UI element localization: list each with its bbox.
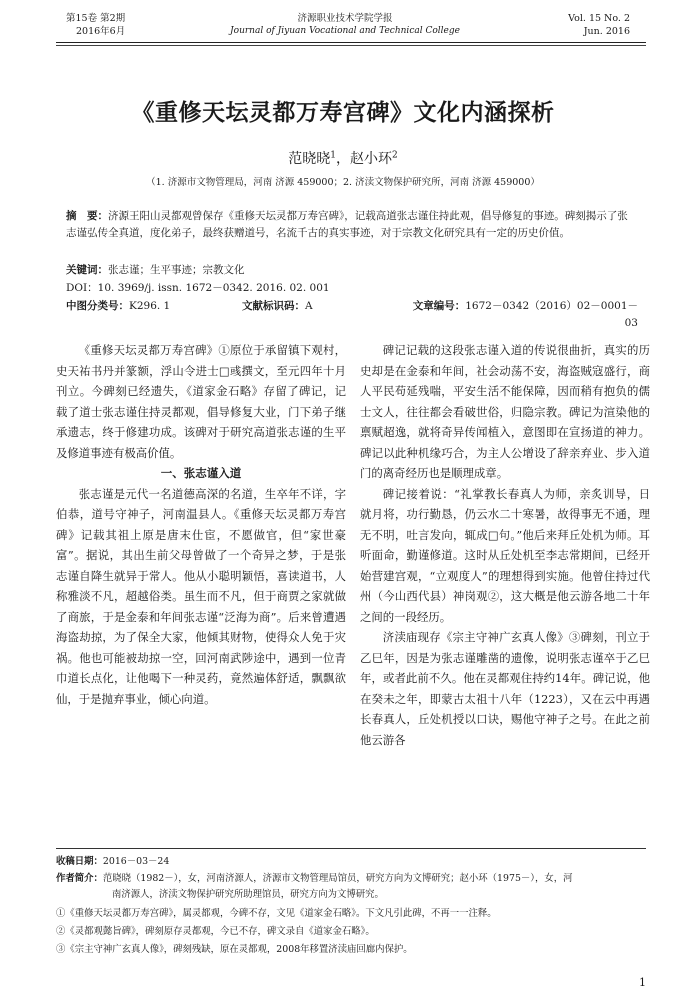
keywords-label: 关键词： [66, 264, 108, 276]
doc-code-value: A [305, 300, 313, 312]
abstract-text: 济源王阳山灵都观曾保存《重修天坛灵都万寿宫碑》，记载高道张志谨住持此观，倡导修复的事迹。碑刻揭示了张志谨弘传全真道，度化弟子，最终获赠道号，名流千古的真实事迹，对于宗教文化研究具有一定的历史价值。 [66, 210, 628, 239]
author-bio-line-1: 范晓晓（1982－），女，河南济源人，济源市文物管理局馆员，研究方向为文博研究；赵小环（1975－），女，河 [102, 873, 573, 884]
journal-name-en: Journal of Jiyuan Vocational and Technical College [230, 26, 460, 36]
received-date [56, 854, 656, 870]
body-paragraph: 济渎庙现存《宗主守神广玄真人像》③碑刻，刊立于乙巳年，因是为张志谨雕凿的遗像，说明张志谨卒于乙巳年，或者此前不久。他在灵都观住持约14年。碑记说，他在癸未之年，即蒙古太祖十八年（1223），又在云中再遇长春真人，丘处机授以口诀，赐他守神子之号。在此之前他云游各 [360, 630, 650, 747]
article-number-label: 文章编号： [412, 300, 466, 312]
affiliation: （1. 济源市文物管理局，河南 济源 459000；2. 济渎文物保护研究所，河南 济源 459000） [146, 177, 540, 188]
doc-code-label: 文献标识码： [242, 300, 305, 312]
footnote-3: ③《宗主守神广玄真人像》，碑刻残缺，原在灵都观，2008年移置济渎庙回廊内保护。 [56, 944, 413, 955]
author-separator: ， [336, 151, 350, 167]
header-rule-thin [56, 45, 646, 46]
author-bio-line-2: 南济源人，济渎文物保护研究所助理馆员，研究方向为文博研究。 [112, 889, 384, 900]
volume-issue-en: Vol. 15 No. 2 [568, 13, 630, 24]
journal-name-cn: 济源职业技术学院学报 [297, 13, 393, 24]
author-line [40, 148, 646, 168]
footnote-rule [56, 848, 646, 849]
author-1-sup: 1 [330, 150, 336, 161]
author-1: 范晓晓 [288, 151, 331, 167]
abstract [66, 208, 632, 242]
date-cn: 2016年6月 [76, 26, 126, 37]
page-number: 1 [639, 976, 646, 989]
received-value: 2016－03－24 [102, 856, 170, 867]
section-heading: 一、张志谨入道 [160, 466, 242, 480]
classification-row [66, 298, 646, 332]
abstract-label: 摘 要： [66, 210, 108, 222]
keywords-text: 张志谨；生平事迹；宗教文化 [108, 264, 245, 276]
body-paragraph: 《重修天坛灵都万寿宫碑》①原位于承留镇下观村，史天祐书丹并篆额，浮山令进士□彧撰文，至元四年十月刊立。今碑刻已经遗失，《道家金石略》存留了碑记，记载了道士张志谨住持灵都观，倡导修复大业，门下弟子继承遗志，终于修建功成。该碑对于研究高道张志谨的生平及修道事迹有极高价值。 [56, 343, 346, 460]
clc [66, 298, 242, 332]
body-paragraph: 张志谨是元代一名道德高深的名道，生卒年不详，字伯恭，道号守神子，河南温县人。《重修天坛灵都万寿宫碑》记载其祖上原是唐末仕宦，不愿做官，但“家世豪富”。据说，其出生前父母曾做了一个奇异之梦，于是张志谨自降生就异于常人。他从小聪明颖悟，喜读道书，人称雅淡不凡，超越俗类。虽生而不凡，但于商贾之家就做了商旅，于是金泰和年间张志谨“泛海为商”。后来曾遭遇海盗劫掠，为了保全大家，他倾其财物，使得众人免于灾祸。他也可能被劫掠一空，回河南武陟途中，遇到一位青巾道长点化，让他喝下一种灵药，竟然遍体舒适，飘飘欲仙，于是抛弃事业，倾心向道。 [56, 486, 346, 706]
header-rule-thick [56, 42, 646, 43]
body-column-left [56, 340, 346, 709]
received-label: 收稿日期： [56, 856, 103, 867]
clc-label: 中图分类号： [66, 300, 129, 312]
footnote-1: ①《重修天坛灵都万寿宫碑》，属灵都观，今碑不存，文见《道家金石略》。下文凡引此碑，不再一一注释。 [56, 908, 497, 919]
author-bio [56, 871, 656, 887]
body-paragraph: 碑记接着说：“礼掌教长春真人为师，亲炙训导，日就月将，功行勤恳，仍云水二十寒暑，故得事无不通，理无不明，吐言发向，辄成□句。”他后来拜丘处机为师。耳听面命，勤谨修道。这时从丘处机至李志常期间，已经开始营建宫观，“立观度人”的理想得到实施。他曾住持过代州（今山西代县）神岗观②，这大概是他云游各地二十年之间的一段经历。 [360, 486, 650, 624]
author-2-sup: 2 [392, 150, 398, 161]
header-journal [150, 12, 540, 38]
article-number [408, 298, 646, 332]
article-number-value: 1672－0342（2016）02－0001－03 [465, 300, 638, 329]
doi: DOI：10. 3969/j. issn. 1672－0342. 2016. 02. 001 [66, 282, 330, 294]
body-paragraph: 碑记记载的这段张志谨入道的传说很曲折，真实的历史却是在金泰和年间，社会动荡不安，海盗贼寇盛行，商人平民苟延残喘，平安生活不能保障，因而稍有抱负的儒士文人，往往都会看破世俗，归隐宗教。碑记为渲染他的禀赋超逸，就将奇异传闻植入，意图即在宣扬道的神力。碑记以此种机缘巧合，为主人公增设了辞亲弃业、步入道门的离奇经历也是顺理成章。 [360, 343, 650, 480]
author-2: 赵小环 [350, 151, 392, 167]
clc-value: K296. 1 [129, 300, 171, 312]
footnote-2: ②《灵都观懿旨碑》，碑刻原存灵都观，今已不存，碑文录自《道家金石略》。 [56, 926, 375, 937]
author-bio-label: 作者简介： [56, 873, 103, 884]
date-en: Jun. 2016 [583, 26, 630, 37]
body-column-right [360, 340, 650, 750]
volume-issue-cn: 第15卷 第2期 [66, 13, 126, 24]
keywords [66, 262, 632, 279]
article-title: 《重修天坛灵都万寿宫碑》文化内涵探析 [131, 100, 555, 126]
doc-code [242, 298, 408, 332]
header-volume-en [520, 12, 630, 38]
